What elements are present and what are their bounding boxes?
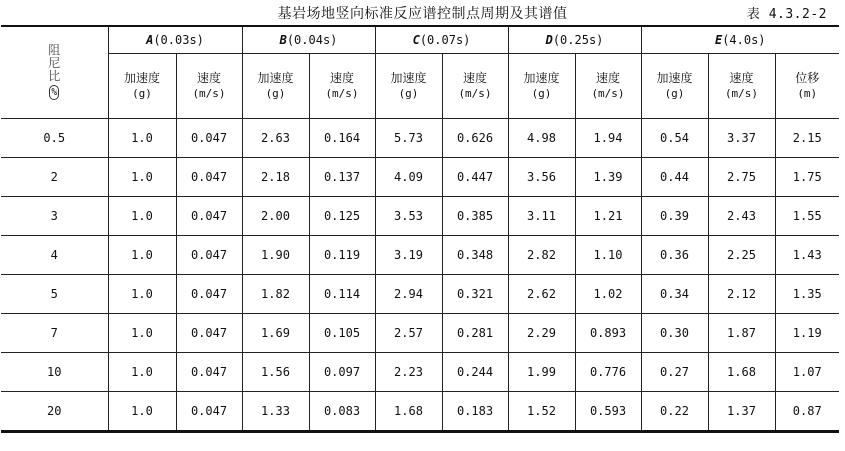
spectral-value-cell: 0.105	[309, 313, 375, 352]
table-title: 基岩场地竖向标准反应谱控制点周期及其谱值	[277, 6, 568, 22]
quantity-name: 速度	[462, 70, 487, 85]
spectral-value-cell: 1.75	[775, 157, 839, 196]
spectral-value-cell: 0.125	[309, 196, 375, 235]
damping-ratio-cell: 0.5	[1, 118, 108, 157]
spectral-value-cell: 1.94	[575, 118, 641, 157]
control-point-letter: D	[545, 32, 553, 47]
table-row	[1, 352, 839, 391]
spectral-value-cell: 1.69	[242, 313, 309, 352]
spectral-value-cell: 1.39	[575, 157, 641, 196]
damping-ratio-cell: 7	[1, 313, 108, 352]
spectrum-table	[1, 25, 839, 433]
table-row	[1, 313, 839, 352]
table-row	[1, 235, 839, 274]
spectral-value-cell: 0.244	[442, 352, 508, 391]
spectral-value-cell: 2.82	[508, 235, 575, 274]
damping-char: 阻	[48, 43, 61, 58]
spectral-value-cell: 0.593	[575, 391, 641, 431]
spectral-value-cell: 2.18	[242, 157, 309, 196]
spectral-value-cell: 0.776	[575, 352, 641, 391]
table-row	[1, 157, 839, 196]
quantity-unit: (m/s)	[724, 86, 759, 100]
spectral-value-cell: 0.281	[442, 313, 508, 352]
spectral-value-cell: 3.11	[508, 196, 575, 235]
quantity-header	[442, 53, 508, 118]
quantity-unit: (m/s)	[192, 86, 226, 100]
spectral-value-cell: 0.137	[309, 157, 375, 196]
quantity-header	[176, 53, 242, 118]
header-row-quantities	[1, 53, 839, 118]
spectral-value-cell: 0.047	[176, 313, 242, 352]
spectral-value-cell: 1.68	[375, 391, 442, 431]
control-point-header	[375, 26, 508, 53]
quantity-name: 速度	[729, 70, 754, 85]
spectral-value-cell: 0.626	[442, 118, 508, 157]
spectral-value-cell: 3.53	[375, 196, 442, 235]
quantity-unit: (g)	[265, 86, 286, 100]
spectral-value-cell: 2.23	[375, 352, 442, 391]
control-point-letter: B	[279, 32, 287, 47]
table-row	[1, 274, 839, 313]
damping-ratio-header	[1, 26, 108, 118]
spectral-value-cell: 0.893	[575, 313, 641, 352]
spectral-value-cell: 0.34	[641, 274, 708, 313]
spectral-value-cell: 1.0	[108, 118, 176, 157]
spectral-value-cell: 1.0	[108, 352, 176, 391]
control-point-header	[508, 26, 641, 53]
quantity-header	[641, 53, 708, 118]
spectral-value-cell: 0.44	[641, 157, 708, 196]
spectral-value-cell: 2.94	[375, 274, 442, 313]
spectral-value-cell: 1.21	[575, 196, 641, 235]
quantity-name: 加速度	[390, 70, 427, 85]
control-point-period: (0.25s)	[552, 32, 604, 47]
spectral-value-cell: 0.39	[641, 196, 708, 235]
spectral-value-cell: 1.82	[242, 274, 309, 313]
damping-ratio-cell: 10	[1, 352, 108, 391]
spectral-value-cell: 1.99	[508, 352, 575, 391]
spectral-value-cell: 0.047	[176, 391, 242, 431]
spectral-value-cell: 0.164	[309, 118, 375, 157]
spectral-value-cell: 2.75	[708, 157, 775, 196]
spectral-value-cell: 2.63	[242, 118, 309, 157]
table-caption	[0, 0, 845, 24]
spectral-value-cell: 2.62	[508, 274, 575, 313]
control-point-period: (0.04s)	[286, 32, 338, 47]
table-row	[1, 118, 839, 157]
quantity-name: 速度	[595, 70, 620, 85]
quantity-header	[309, 53, 375, 118]
damping-ratio-cell: 5	[1, 274, 108, 313]
quantity-unit: (g)	[531, 86, 552, 100]
spectral-value-cell: 2.12	[708, 274, 775, 313]
damping-unit: %	[51, 87, 58, 99]
control-point-period: (0.03s)	[153, 32, 204, 47]
spectral-value-cell: 0.321	[442, 274, 508, 313]
spectral-value-cell: 5.73	[375, 118, 442, 157]
spectral-value-cell: 4.98	[508, 118, 575, 157]
control-point-header	[641, 26, 839, 53]
spectral-value-cell: 3.56	[508, 157, 575, 196]
spectral-value-cell: 2.25	[708, 235, 775, 274]
spectral-value-cell: 0.27	[641, 352, 708, 391]
spectral-value-cell: 0.36	[641, 235, 708, 274]
control-point-period: (4.0s)	[722, 32, 766, 47]
quantity-header	[708, 53, 775, 118]
header-row-points	[1, 26, 839, 53]
spectral-value-cell: 3.19	[375, 235, 442, 274]
spectral-value-cell: 0.22	[641, 391, 708, 431]
spectral-value-cell: 0.097	[309, 352, 375, 391]
spectral-value-cell: 1.19	[775, 313, 839, 352]
damping-ratio-cell: 3	[1, 196, 108, 235]
spectral-value-cell: 0.183	[442, 391, 508, 431]
spectral-value-cell: 1.55	[775, 196, 839, 235]
spectral-value-cell: 0.30	[641, 313, 708, 352]
spectral-value-cell: 1.0	[108, 196, 176, 235]
spectral-value-cell: 1.43	[775, 235, 839, 274]
quantity-header	[375, 53, 442, 118]
control-point-letter: E	[714, 32, 723, 47]
quantity-unit: (m)	[797, 86, 818, 100]
spectral-value-cell: 0.047	[176, 196, 242, 235]
table-row	[1, 391, 839, 431]
control-point-header	[242, 26, 375, 53]
spectral-value-cell: 1.33	[242, 391, 309, 431]
spectral-value-cell: 0.348	[442, 235, 508, 274]
spectral-value-cell: 2.29	[508, 313, 575, 352]
quantity-header	[775, 53, 839, 118]
damping-char: 比	[48, 69, 61, 84]
quantity-header	[242, 53, 309, 118]
spectral-value-cell: 0.047	[176, 274, 242, 313]
quantity-unit: (m/s)	[325, 86, 359, 100]
damping-ratio-cell: 2	[1, 157, 108, 196]
quantity-unit: (g)	[132, 86, 152, 100]
spectral-value-cell: 1.37	[708, 391, 775, 431]
spectral-value-cell: 2.15	[775, 118, 839, 157]
table-number: 表 4.3.2-2	[746, 7, 827, 22]
spectral-value-cell: 0.114	[309, 274, 375, 313]
spectral-value-cell: 1.02	[575, 274, 641, 313]
spectral-value-cell: 1.87	[708, 313, 775, 352]
quantity-name: 加速度	[123, 70, 160, 85]
spectral-value-cell: 0.083	[309, 391, 375, 431]
spectral-value-cell: 3.37	[708, 118, 775, 157]
spectral-value-cell: 1.68	[708, 352, 775, 391]
control-point-header	[108, 26, 242, 53]
quantity-name: 加速度	[523, 70, 560, 85]
spectral-value-cell: 2.57	[375, 313, 442, 352]
damping-ratio-cell: 4	[1, 235, 108, 274]
spectral-value-cell: 0.119	[309, 235, 375, 274]
damping-ratio-cell: 20	[1, 391, 108, 431]
spectral-value-cell: 0.447	[442, 157, 508, 196]
spectral-value-cell: 1.0	[108, 235, 176, 274]
spectral-value-cell: 1.0	[108, 274, 176, 313]
spectral-value-cell: 1.0	[108, 313, 176, 352]
spectral-value-cell: 0.047	[176, 352, 242, 391]
spectral-value-cell: 0.047	[176, 235, 242, 274]
spectral-value-cell: 0.047	[176, 157, 242, 196]
quantity-unit: (g)	[398, 86, 419, 100]
quantity-name: 加速度	[656, 70, 693, 85]
damping-char: 尼	[48, 56, 61, 71]
control-point-letter: C	[412, 32, 420, 47]
table-row	[1, 196, 839, 235]
spectral-value-cell: 4.09	[375, 157, 442, 196]
spectral-value-cell: 1.0	[108, 157, 176, 196]
spectral-value-cell: 0.047	[176, 118, 242, 157]
spectral-value-cell: 1.90	[242, 235, 309, 274]
table-body	[1, 118, 839, 431]
quantity-unit: (m/s)	[458, 86, 492, 100]
spectral-value-cell: 1.07	[775, 352, 839, 391]
quantity-name: 位移	[795, 70, 820, 85]
spectral-value-cell: 0.87	[775, 391, 839, 431]
spectral-value-cell: 1.10	[575, 235, 641, 274]
quantity-unit: (m/s)	[591, 86, 625, 100]
quantity-header	[108, 53, 176, 118]
spectral-value-cell: 0.54	[641, 118, 708, 157]
control-point-period: (0.07s)	[419, 32, 471, 47]
quantity-header	[508, 53, 575, 118]
quantity-header	[575, 53, 641, 118]
quantity-unit: (g)	[664, 86, 685, 100]
quantity-name: 速度	[196, 70, 221, 85]
spectral-value-cell: 1.0	[108, 391, 176, 431]
quantity-name: 速度	[329, 70, 354, 85]
spectral-value-cell: 1.56	[242, 352, 309, 391]
spectral-value-cell: 1.52	[508, 391, 575, 431]
control-point-letter: A	[146, 32, 154, 47]
spectral-value-cell: 2.43	[708, 196, 775, 235]
spectral-value-cell: 2.00	[242, 196, 309, 235]
spectral-value-cell: 0.385	[442, 196, 508, 235]
spectral-value-cell: 1.35	[775, 274, 839, 313]
quantity-name: 加速度	[257, 70, 294, 85]
